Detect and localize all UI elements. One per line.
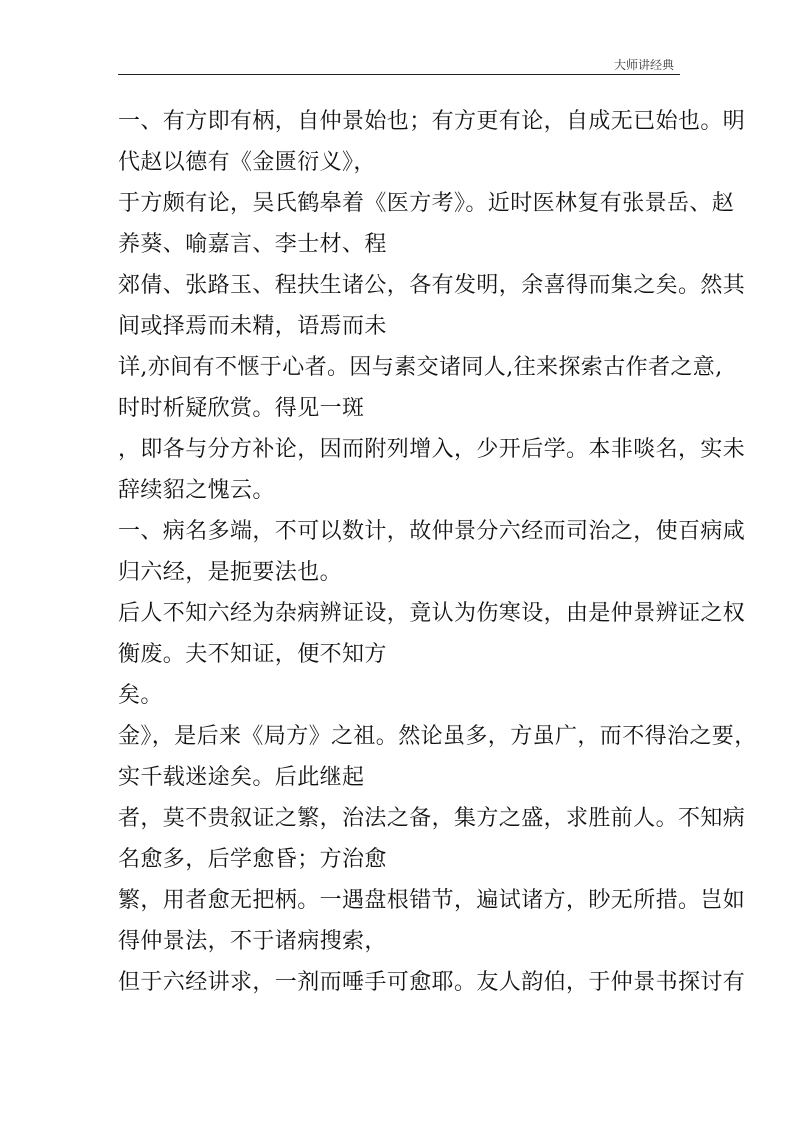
document-body: [118, 101, 757, 1003]
text-line: 后人不知六经为杂病辨证设，竟认为伤寒设，由是仲景辨证之权: [118, 601, 746, 626]
text-line: 辞续貂之愧云。: [118, 478, 275, 503]
text-line: 一、病名多端，不可以数计，故仲景分六经而司治之，使百病咸: [118, 519, 746, 544]
header-title: 大师讲经典: [613, 58, 674, 72]
text-line: 者，莫不贵叙证之繁，治法之备，集方之盛，求胜前人。不知病: [118, 806, 746, 831]
text-line: 一、有方即有柄，自仲景始也；有方更有论，自成无已始也。明: [118, 109, 746, 134]
text-line: 间或择焉而未精，语焉而未: [118, 314, 387, 339]
text-line: 名愈多，后学愈昏；方治愈: [118, 847, 387, 872]
text-line: 养葵、喻嘉言、李士材、程: [118, 232, 387, 257]
text-line: 郊倩、张路玉、程扶生诸公，各有发明，余喜得而集之矣。然其: [118, 273, 746, 298]
text-line: 矣。: [118, 683, 163, 708]
text-line: 时时析疑欣赏。得见一斑: [118, 396, 365, 421]
text-line: 归六经，是扼要法也。: [118, 560, 343, 585]
page-header: [118, 54, 680, 75]
text-line: 繁，用者愈无把柄。一遇盘根错节，遍试诸方，眇无所措。岂如: [118, 888, 746, 913]
text-line: 详,亦间有不惬于心者。因与素交诸同人,往来探索古作者之意,: [118, 355, 723, 380]
text-line: 实千载迷途矣。后此继起: [118, 765, 365, 790]
text-line: 衡废。夫不知证，便不知方: [118, 642, 387, 667]
text-line: ，即各与分方补论，因而附列增入，少开后学。本非啖名，实未: [118, 437, 746, 462]
text-line: 但于六经讲求，一剂而唾手可愈耶。友人韵伯，于仲景书探讨有: [118, 970, 746, 995]
text-line: 得仲景法，不于诸病搜索，: [118, 929, 387, 954]
text-line: 金》，是后来《局方》之祖。然论虽多，方虽广，而不得治之要，: [118, 724, 757, 749]
text-line: 代赵以德有《金匮衍义》，: [118, 150, 376, 175]
text-line: 于方颇有论，吴氏鹤皋着《医方考》。近时医林复有张景岳、赵: [118, 191, 735, 216]
